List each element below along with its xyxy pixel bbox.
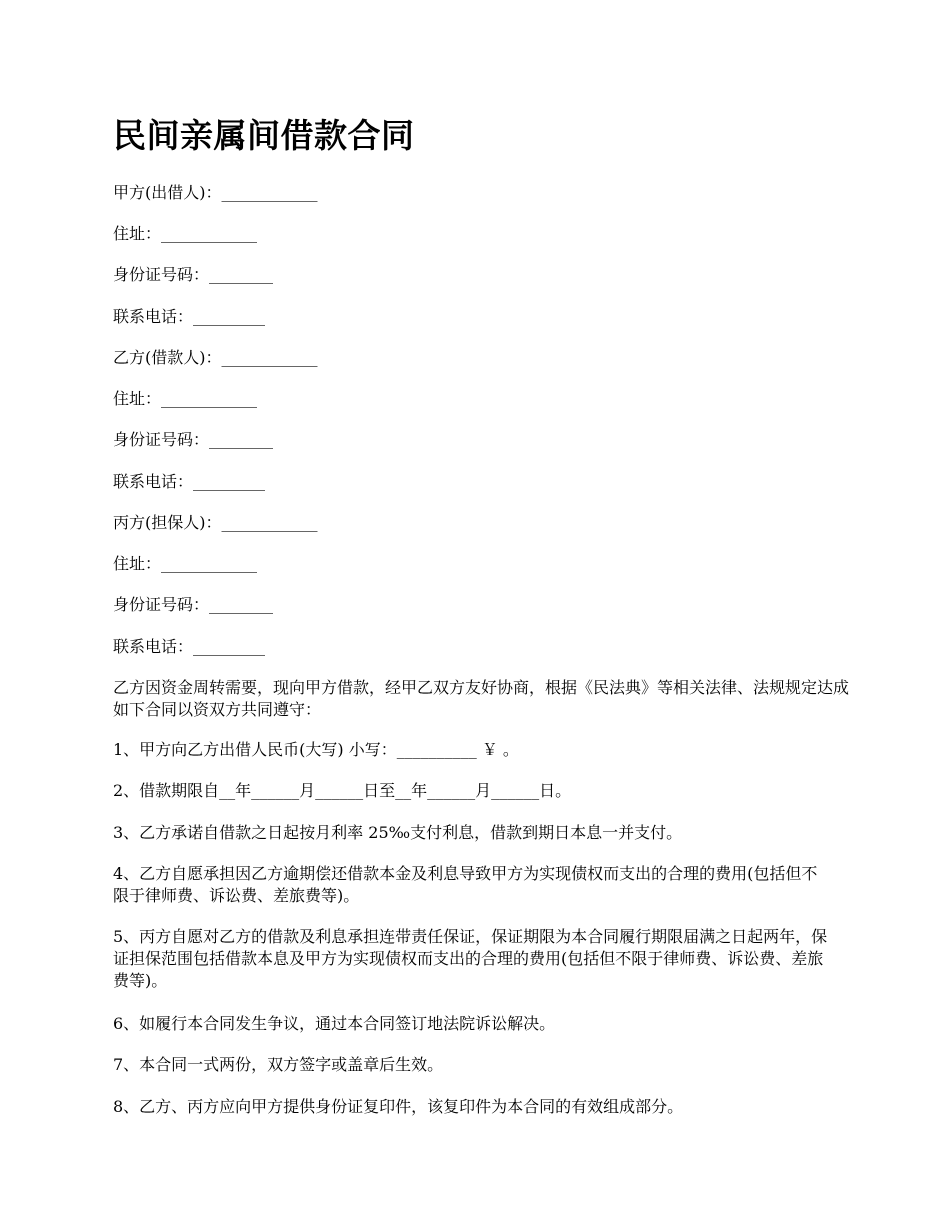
clause-4: 4、乙方自愿承担因乙方逾期偿还借款本金及利息导致甲方为实现债权而支出的合理的费用(包括但不限于律师费、诉讼费、差旅费等)。 <box>113 864 818 905</box>
clause-2: 2、借款期限自__年______月______日至__年______月______日。 <box>113 781 572 800</box>
clause-8: 8、乙方、丙方应向甲方提供身份证复印件，该复印件为本合同的有效组成部分。 <box>113 1097 684 1116</box>
guarantor-phone-line: 联系电话：_________ <box>113 637 266 656</box>
clause-5: 5、丙方自愿对乙方的借款及利息承担连带责任保证，保证期限为本合同履行期限届满之日起两年，保证担保范围包括借款本息及甲方为实现债权而支出的合理的费用(包括但不限于律师费、诉讼费、差旅费等)。 <box>113 927 828 990</box>
clause-1: 1、甲方向乙方出借人民币(大写) 小写：__________ ￥ 。 <box>113 740 519 759</box>
clause-7: 7、本合同一式两份，双方签字或盖章后生效。 <box>113 1055 444 1074</box>
lender-name-line: 甲方(出借人)：____________ <box>113 183 318 202</box>
lender-id-line: 身份证号码：________ <box>113 265 274 284</box>
borrower-name-line: 乙方(借款人)：____________ <box>113 348 318 367</box>
guarantor-id-line: 身份证号码：________ <box>113 595 274 614</box>
borrower-address-line: 住址：____________ <box>113 389 258 408</box>
lender-phone-line: 联系电话：_________ <box>113 307 266 326</box>
document-title: 民间亲属间借款合同 <box>113 116 415 155</box>
clause-3: 3、乙方承诺自借款之日起按月利率 25‰支付利息，借款到期日本息一并支付。 <box>113 823 683 842</box>
lender-address-line: 住址：____________ <box>113 224 258 243</box>
guarantor-address-line: 住址：____________ <box>113 554 258 573</box>
preamble-paragraph: 乙方因资金周转需要，现向甲方借款，经甲乙双方友好协商，根据《民法典》等相关法律、法规规定达成如下合同以资双方共同遵守： <box>113 678 850 719</box>
guarantor-name-line: 丙方(担保人)：____________ <box>113 513 318 532</box>
clause-6: 6、如履行本合同发生争议，通过本合同签订地法院诉讼解决。 <box>113 1014 556 1033</box>
borrower-phone-line: 联系电话：_________ <box>113 472 266 491</box>
borrower-id-line: 身份证号码：________ <box>113 430 274 449</box>
